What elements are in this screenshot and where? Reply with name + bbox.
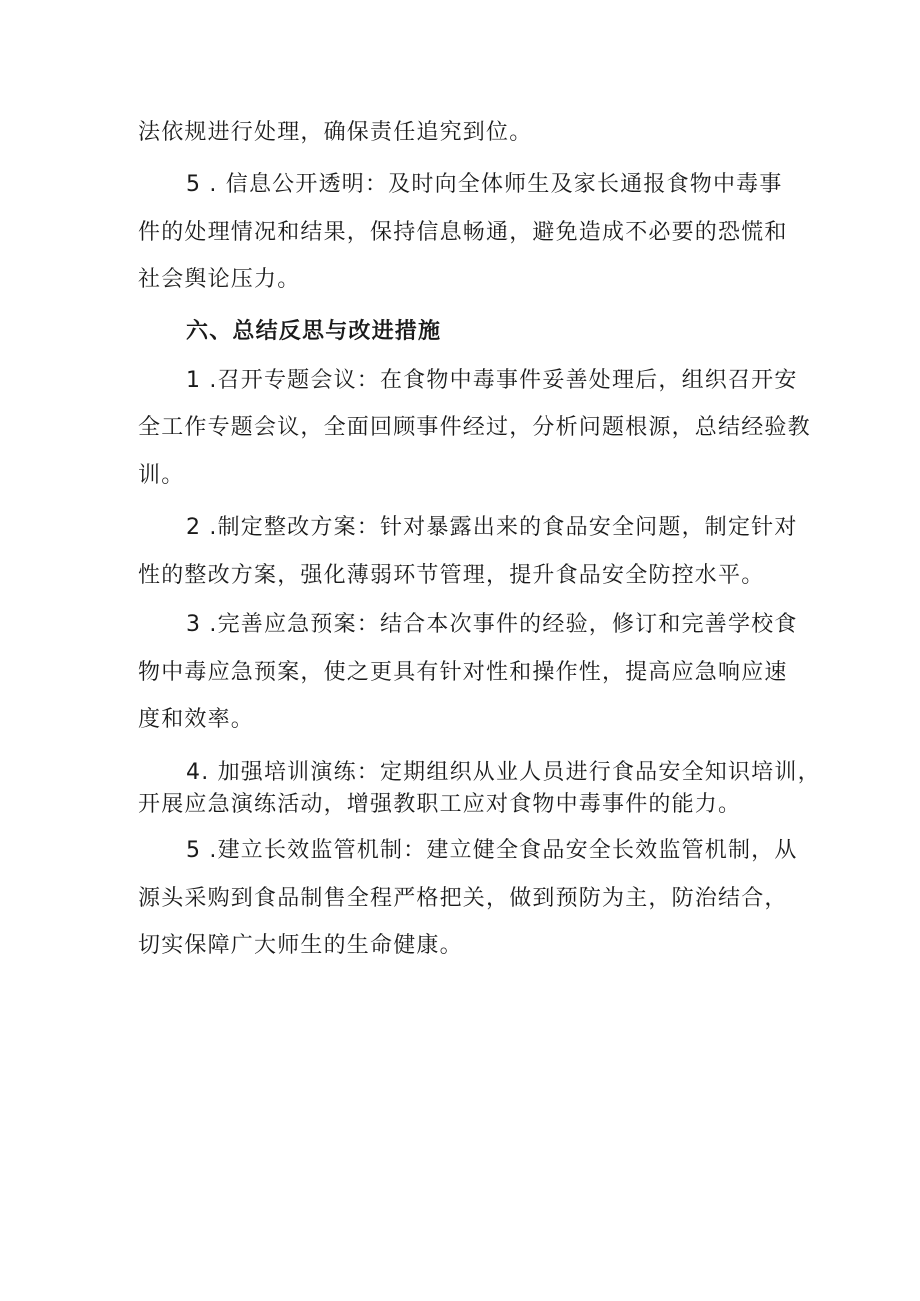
list-item-5-line: 5 . 信息公开透明：及时向全体师生及家长通报食物中毒事 xyxy=(186,172,783,197)
paragraph-line: 件的处理情况和结果，保持信息畅通，避免造成不必要的恐慌和 xyxy=(138,220,788,245)
section-heading: 六、总结反思与改进措施 xyxy=(186,319,442,344)
paragraph-line: 源头采购到食品制售全程严格把关，做到预防为主，防治结合， xyxy=(138,886,788,911)
paragraph-line: 切实保障广大师生的生命健康。 xyxy=(138,933,463,958)
paragraph-line: 度和效率。 xyxy=(138,707,255,732)
paragraph-line: 法依规进行处理，确保责任追究到位。 xyxy=(138,120,533,145)
paragraph-line: 训。 xyxy=(138,463,185,488)
paragraph-line: 性的整改方案，强化薄弱环节管理，提升食品安全防控水平。 xyxy=(138,563,765,588)
list-item-2-line: 2 .制定整改方案：针对暴露出来的食品安全问题，制定针对 xyxy=(186,515,798,540)
list-item-4-line: 4. 加强培训演练：定期组织从业人员进行食品安全知识培训， xyxy=(186,760,821,785)
paragraph-line: 开展应急演练活动，增强教职工应对食物中毒事件的能力。 xyxy=(138,792,742,817)
list-item-1-line: 1 .召开专题会议：在食物中毒事件妥善处理后，组织召开安 xyxy=(186,368,798,393)
list-item-3-line: 3 .完善应急预案：结合本次事件的经验，修订和完善学校食 xyxy=(186,612,798,637)
paragraph-line: 社会舆论压力。 xyxy=(138,267,301,292)
list-item-5-line: 5 .建立长效监管机制：建立健全食品安全长效监管机制，从 xyxy=(186,838,798,863)
paragraph-line: 全工作专题会议，全面回顾事件经过，分析问题根源，总结经验教 xyxy=(138,415,811,440)
paragraph-line: 物中毒应急预案，使之更具有针对性和操作性，提高应急响应速 xyxy=(138,660,788,685)
